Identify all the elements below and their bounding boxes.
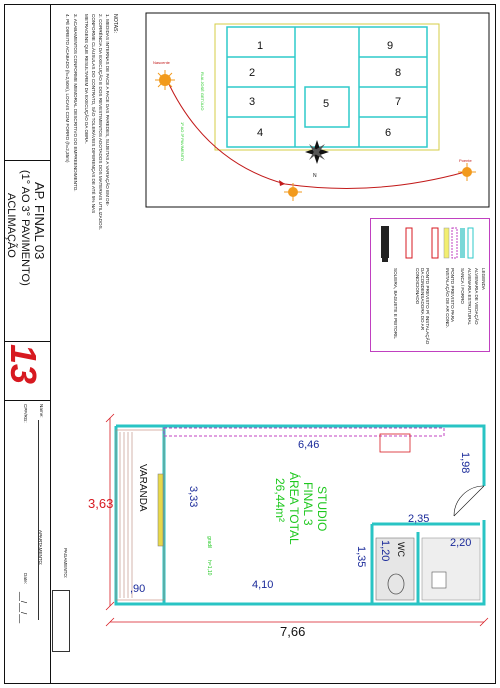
ceiling-sanca <box>164 428 444 436</box>
dim-room-length: 4,10 <box>252 579 274 591</box>
compass-icon <box>305 140 329 164</box>
legend-item-5: PONTO PREVISTO P/ INSTALAÇÃO DA CONDENSADORA DO AR CONDICIONADO <box>415 268 430 345</box>
guard-height: h=1,10 <box>206 560 212 576</box>
area-value: 26,44m² <box>273 478 287 523</box>
floor-plan <box>80 408 495 638</box>
dim-entry-depth: 1,98 <box>459 452 471 474</box>
sheet-number: 13 <box>3 344 44 385</box>
dim-veranda-depth: ,90 <box>130 583 146 595</box>
unit-label-1: 1 <box>257 40 264 52</box>
veranda-guard-hatch <box>120 432 132 598</box>
payment-label: PAGAMENTO: <box>63 548 68 579</box>
veranda-label: VARANDA <box>137 464 148 512</box>
unit-label-5: 5 <box>323 98 330 110</box>
date-value: __/__/__ <box>19 592 28 624</box>
title-line-1: AP. FINAL 03 <box>32 182 47 260</box>
name-label: Name: <box>39 404 44 418</box>
legend-item-2: ALVENARIA ESTRUTURAL <box>467 268 472 326</box>
unit-label-2: 2 <box>249 67 256 79</box>
notes-line-5: 3. ACABAMENTOS CONFORME MEMORIAL DESCRITIVO DO EMPREENDIMENTO. <box>73 14 78 192</box>
dim-main-length: 6,46 <box>298 439 320 451</box>
ac-point <box>380 434 410 452</box>
unit-label-8: 8 <box>395 67 402 79</box>
sun-path-arrow <box>279 180 285 186</box>
dim-overall-width: 7,66 <box>280 624 306 638</box>
dim-wc-depth: 1,35 <box>355 546 367 568</box>
sun-icon-west <box>458 163 476 181</box>
floor-label: 1º AO 3º PAVIMENTO <box>180 122 185 162</box>
notes-line-3: CONFORME CLÁUSULAS DO CONTRATO, SÃO TOLERÁVEIS DIFERENÇAS DE ATÉ 5% NAS <box>91 14 96 214</box>
unit-name: STUDIO <box>315 486 329 532</box>
unit-label-4: 4 <box>257 127 264 139</box>
legend-item-1: ALVENARIA DE VEDAÇÃO <box>474 268 479 325</box>
notes-line-4: METRAGENS QUE RESULTAREM DA EXECUÇÃO DA OBRA. <box>84 14 89 144</box>
date-label: Date: <box>23 573 28 584</box>
legend-item-6: SOLEIRA, BAGUETE E PEITORIL <box>393 268 398 339</box>
entry-door-leaf <box>454 486 484 516</box>
sink-icon <box>432 572 446 588</box>
street-label: RUA JOSÉ GETÚLIO <box>200 72 205 111</box>
legend-item-3: SANCA / FORRO <box>460 268 465 304</box>
dim-kitchen-width: 2,20 <box>450 537 472 549</box>
area-label: ÁREA TOTAL <box>287 472 301 545</box>
notes-heading: NOTAS: <box>112 14 118 33</box>
notes-line-6: 4. PÉ DIREITO ACABADO (h=2,50m), LOCAIS COM FORRO (h=2,35m) <box>65 14 70 163</box>
cpf-label: CPF/RG: <box>23 404 28 423</box>
legend-item-4: PONTO PREVISTO PARA INSTALAÇÃO DE AR COND. <box>445 268 455 328</box>
title-line-3: ACLIMAÇÃO <box>5 193 17 258</box>
sun-label-west: Poente <box>459 158 472 163</box>
notes-line-1: 1. MEDIDAS INTERNAS DE FACE A FACE DAS PAREDES, SUJEITAS A VARIAÇÃO EM DE- <box>105 14 110 207</box>
legend-heading: LEGENDA <box>481 268 486 290</box>
key-plan-frame <box>146 13 489 207</box>
door-sill <box>158 474 163 546</box>
sun-label-east: Nascente <box>153 60 170 65</box>
sun-icon-east <box>155 70 175 90</box>
title-line-2: (1° AO 3° PAVIMENTO) <box>19 170 31 286</box>
compass-label: N <box>313 173 317 179</box>
dim-overall-depth: 3,63 <box>88 496 114 511</box>
dim-wc-width: 1,20 <box>379 540 391 562</box>
apartment-label: APARTAMENTO: <box>38 530 43 566</box>
unit-label-3: 3 <box>249 96 256 108</box>
name-line <box>38 420 39 620</box>
legend-swatch-row <box>380 226 480 266</box>
wc-label: WC <box>396 542 406 557</box>
dim-wc-length: 2,35 <box>408 513 430 525</box>
key-plan <box>145 12 490 208</box>
unit-label-9: 9 <box>387 40 394 52</box>
dim-room-width: 3,33 <box>187 486 199 508</box>
unit-label-6: 6 <box>385 127 392 139</box>
notes-line-2: 2. CORRÊNCIA DA EXECUÇÃO E DOS REVESTIMENTOS ADOTADOS DOS MATERIAIS UTILIZADOS. <box>98 14 103 230</box>
apartment-field[interactable] <box>52 590 70 652</box>
unit-label-7: 7 <box>395 96 402 108</box>
unit-number: FINAL 3 <box>301 482 315 526</box>
veranda-hatch <box>116 430 164 600</box>
guard-label: gradil <box>206 536 212 549</box>
